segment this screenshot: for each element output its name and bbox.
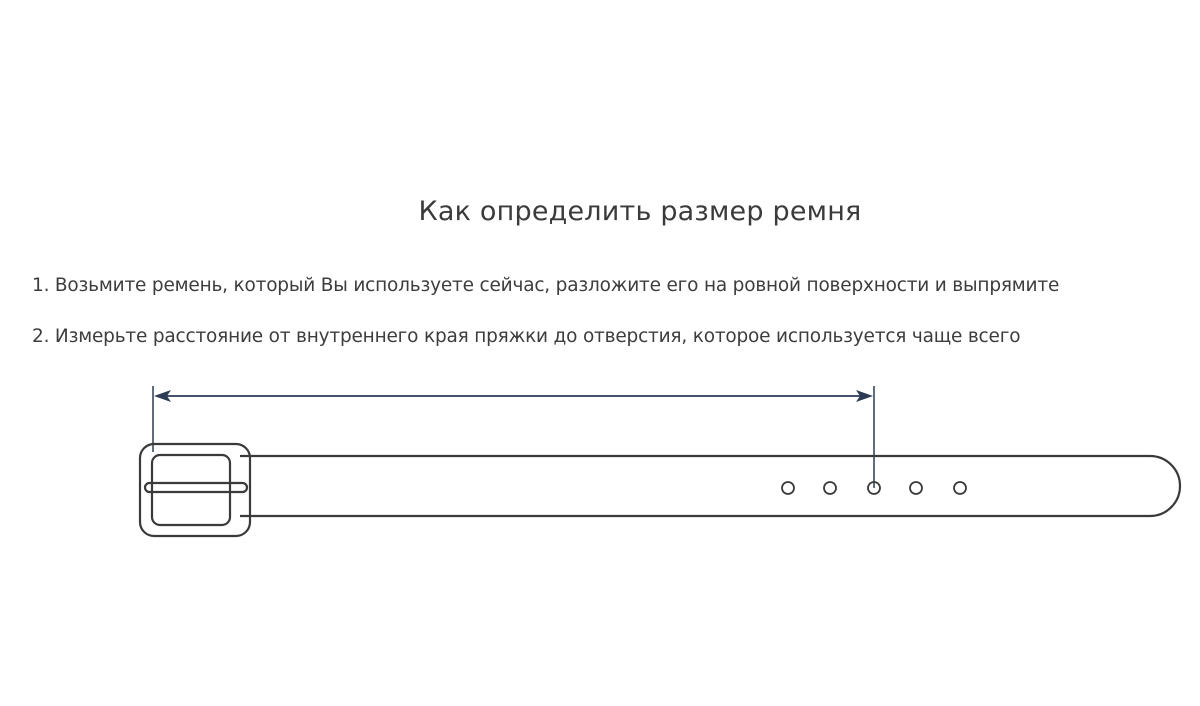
buckle-frame-inner [152, 455, 230, 525]
buckle-prong [145, 483, 247, 492]
instruction-step-2: 2. Измерьте расстояние от внутреннего края пряжки до отверстия, которое используется чаще всего [32, 326, 1021, 347]
belt-hole-1 [782, 482, 794, 494]
belt-hole-2 [824, 482, 836, 494]
diagram-title: Как определить размер ремня [418, 196, 862, 227]
buckle-frame-outer [140, 444, 250, 536]
belt-hole-4 [910, 482, 922, 494]
instruction-step-1: 1. Возьмите ремень, который Вы используете сейчас, разложите его на ровной поверхности и выпрямите [32, 275, 1060, 296]
measurement-arrow [153, 386, 874, 488]
belt-buckle [140, 444, 250, 536]
belt-strap [240, 456, 1180, 516]
belt-hole-5 [954, 482, 966, 494]
